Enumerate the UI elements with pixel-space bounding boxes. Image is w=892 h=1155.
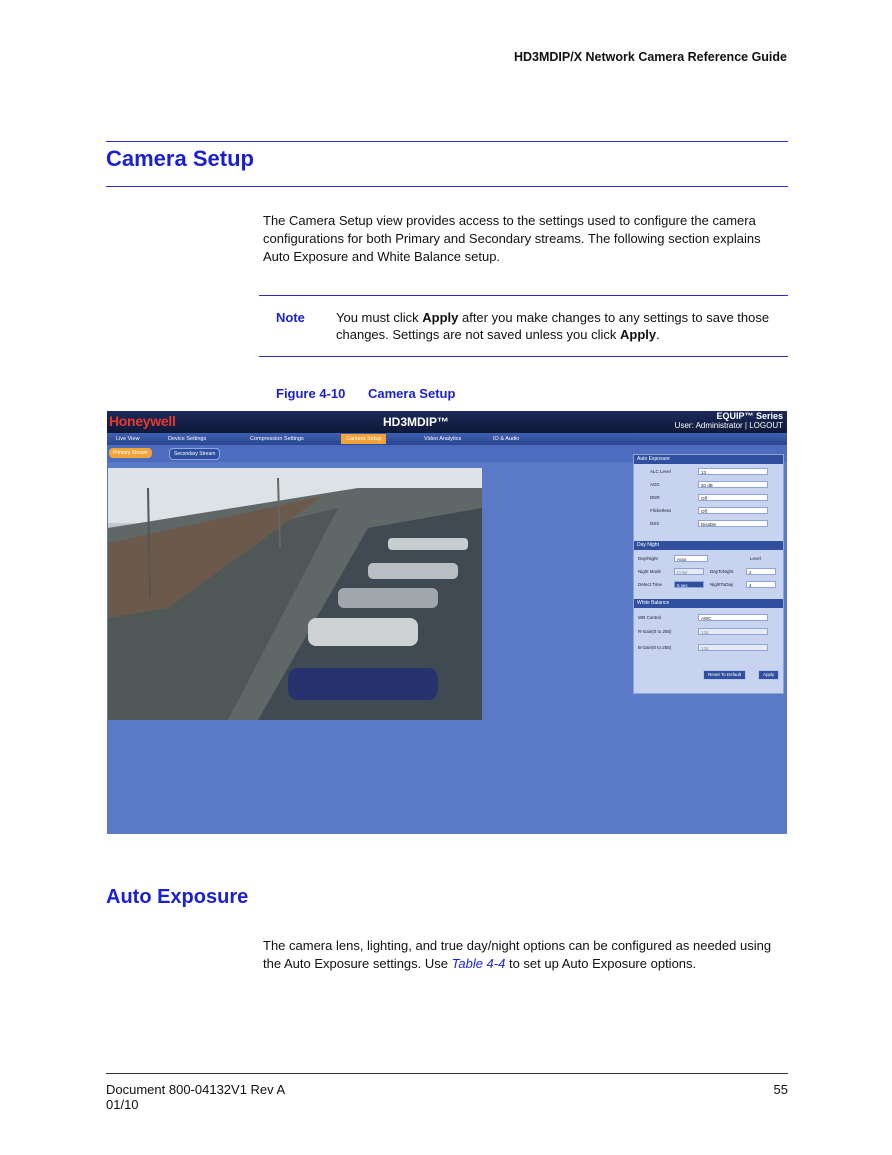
live-video-feed	[108, 468, 482, 720]
note-bottom-rule	[259, 356, 788, 357]
footer-doc-info	[106, 1082, 285, 1112]
flickerless-select[interactable]: Off	[698, 507, 768, 514]
note-text: You must click Apply after you make changes to any settings to save those changes. Settings are not saved unless you click Apply.	[336, 310, 770, 342]
day-night-header: Day Night	[634, 541, 783, 550]
app-title-bar	[107, 411, 787, 433]
alc-level-label: ALC Level	[650, 469, 671, 474]
flickerless-label: Flickerless	[650, 508, 672, 513]
auto-exposure-header: Auto Exposure	[634, 455, 783, 464]
tab-io-audio[interactable]: IO & Audio	[493, 436, 520, 442]
note-label: Note	[276, 310, 305, 325]
figure-caption	[276, 386, 455, 401]
tab-live-view[interactable]: Live View	[116, 436, 140, 442]
section-intro: The Camera Setup view provides access to the settings used to configure the camera configurations for both Primary and Secondary streams. The following section explains Auto Exposure and White Balance setup.	[263, 213, 761, 264]
primary-stream-button[interactable]: Primary Stream	[109, 448, 152, 458]
nighttoday-select[interactable]: 4	[746, 581, 776, 588]
apply-emphasis: Apply	[422, 310, 459, 325]
settings-panel	[633, 454, 784, 694]
footer-rule	[106, 1073, 788, 1074]
apply-button[interactable]: Apply	[758, 670, 779, 680]
daytonight-label: DayToNight	[710, 569, 734, 574]
camera-setup-screenshot	[107, 411, 787, 834]
tab-camera-setup[interactable]: Camera Setup	[341, 434, 386, 444]
figure-number: Figure 4-10	[276, 386, 346, 401]
dss-label: DSS	[650, 521, 660, 526]
product-name: HD3MDIP™	[383, 415, 450, 429]
title-bottom-rule	[106, 186, 788, 187]
daynight-label: Day/Night	[638, 556, 658, 561]
running-header: HD3MDIP/X Network Camera Reference Guide	[513, 50, 787, 64]
daynight-select[interactable]: Auto	[674, 555, 708, 562]
rgain-input[interactable]: 128	[698, 628, 768, 635]
title-top-rule	[106, 141, 788, 142]
wb-control-label: WB Control	[638, 615, 662, 620]
auto-exposure-text: The camera lens, lighting, and true day/night options can be configured as needed using the Auto Exposure settings. Use Table 4-4 to set up Auto Exposure options.	[263, 938, 772, 971]
detect-time-label: Detect Time	[638, 582, 663, 587]
dnr-label: DNR	[650, 495, 660, 500]
agc-select[interactable]: 30 dB	[698, 481, 768, 488]
apply-emphasis: Apply	[620, 327, 657, 342]
nighttoday-label: NightToDay	[710, 582, 734, 587]
figure-title: Camera Setup	[368, 386, 456, 401]
user-info: User: Administrator | LOGOUT	[674, 421, 783, 430]
series-info	[675, 412, 783, 430]
dnr-select[interactable]: Off	[698, 494, 768, 501]
level-label: Level	[750, 556, 761, 561]
section-title: Camera Setup	[106, 146, 254, 171]
white-balance-header: White Balance	[634, 599, 783, 608]
table-link[interactable]: Table 4-4	[451, 956, 506, 971]
dss-select[interactable]: Disable	[698, 520, 768, 527]
document-number: Document 800-04132V1 Rev A	[106, 1082, 286, 1097]
tab-video-analytics[interactable]: Video Analytics	[424, 436, 462, 442]
reset-to-default-button[interactable]: Reset To Default	[703, 670, 746, 680]
bgain-input[interactable]: 128	[698, 644, 768, 651]
series-name: EQUIP™ Series	[716, 411, 783, 421]
page-number: 55	[773, 1082, 788, 1097]
secondary-stream-button[interactable]: Secondary Stream	[169, 448, 220, 460]
main-menu	[107, 433, 787, 445]
wb-control-select[interactable]: AWC	[698, 614, 768, 621]
auto-exposure-title: Auto Exposure	[106, 886, 249, 908]
bgain-label: B-Gain(0 to 255)	[638, 645, 672, 650]
night-mode-label: Night Mode	[638, 569, 662, 574]
agc-label: AGC	[650, 482, 660, 487]
night-mode-select[interactable]: Color	[674, 568, 704, 575]
detect-time-select[interactable]: 5 sec	[674, 581, 704, 588]
daytonight-select[interactable]: 2	[746, 568, 776, 575]
tab-compression-settings[interactable]: Compression Settings	[250, 436, 304, 442]
alc-level-select[interactable]: 13	[698, 468, 768, 475]
rgain-label: R-Gain(0 to 255)	[638, 629, 672, 634]
brand-logo: Honeywell	[109, 413, 176, 429]
parking-lot-image	[108, 468, 482, 720]
note-top-rule	[259, 295, 788, 296]
tab-device-settings[interactable]: Device Settings	[168, 436, 207, 442]
document-date: 01/10	[106, 1097, 139, 1112]
